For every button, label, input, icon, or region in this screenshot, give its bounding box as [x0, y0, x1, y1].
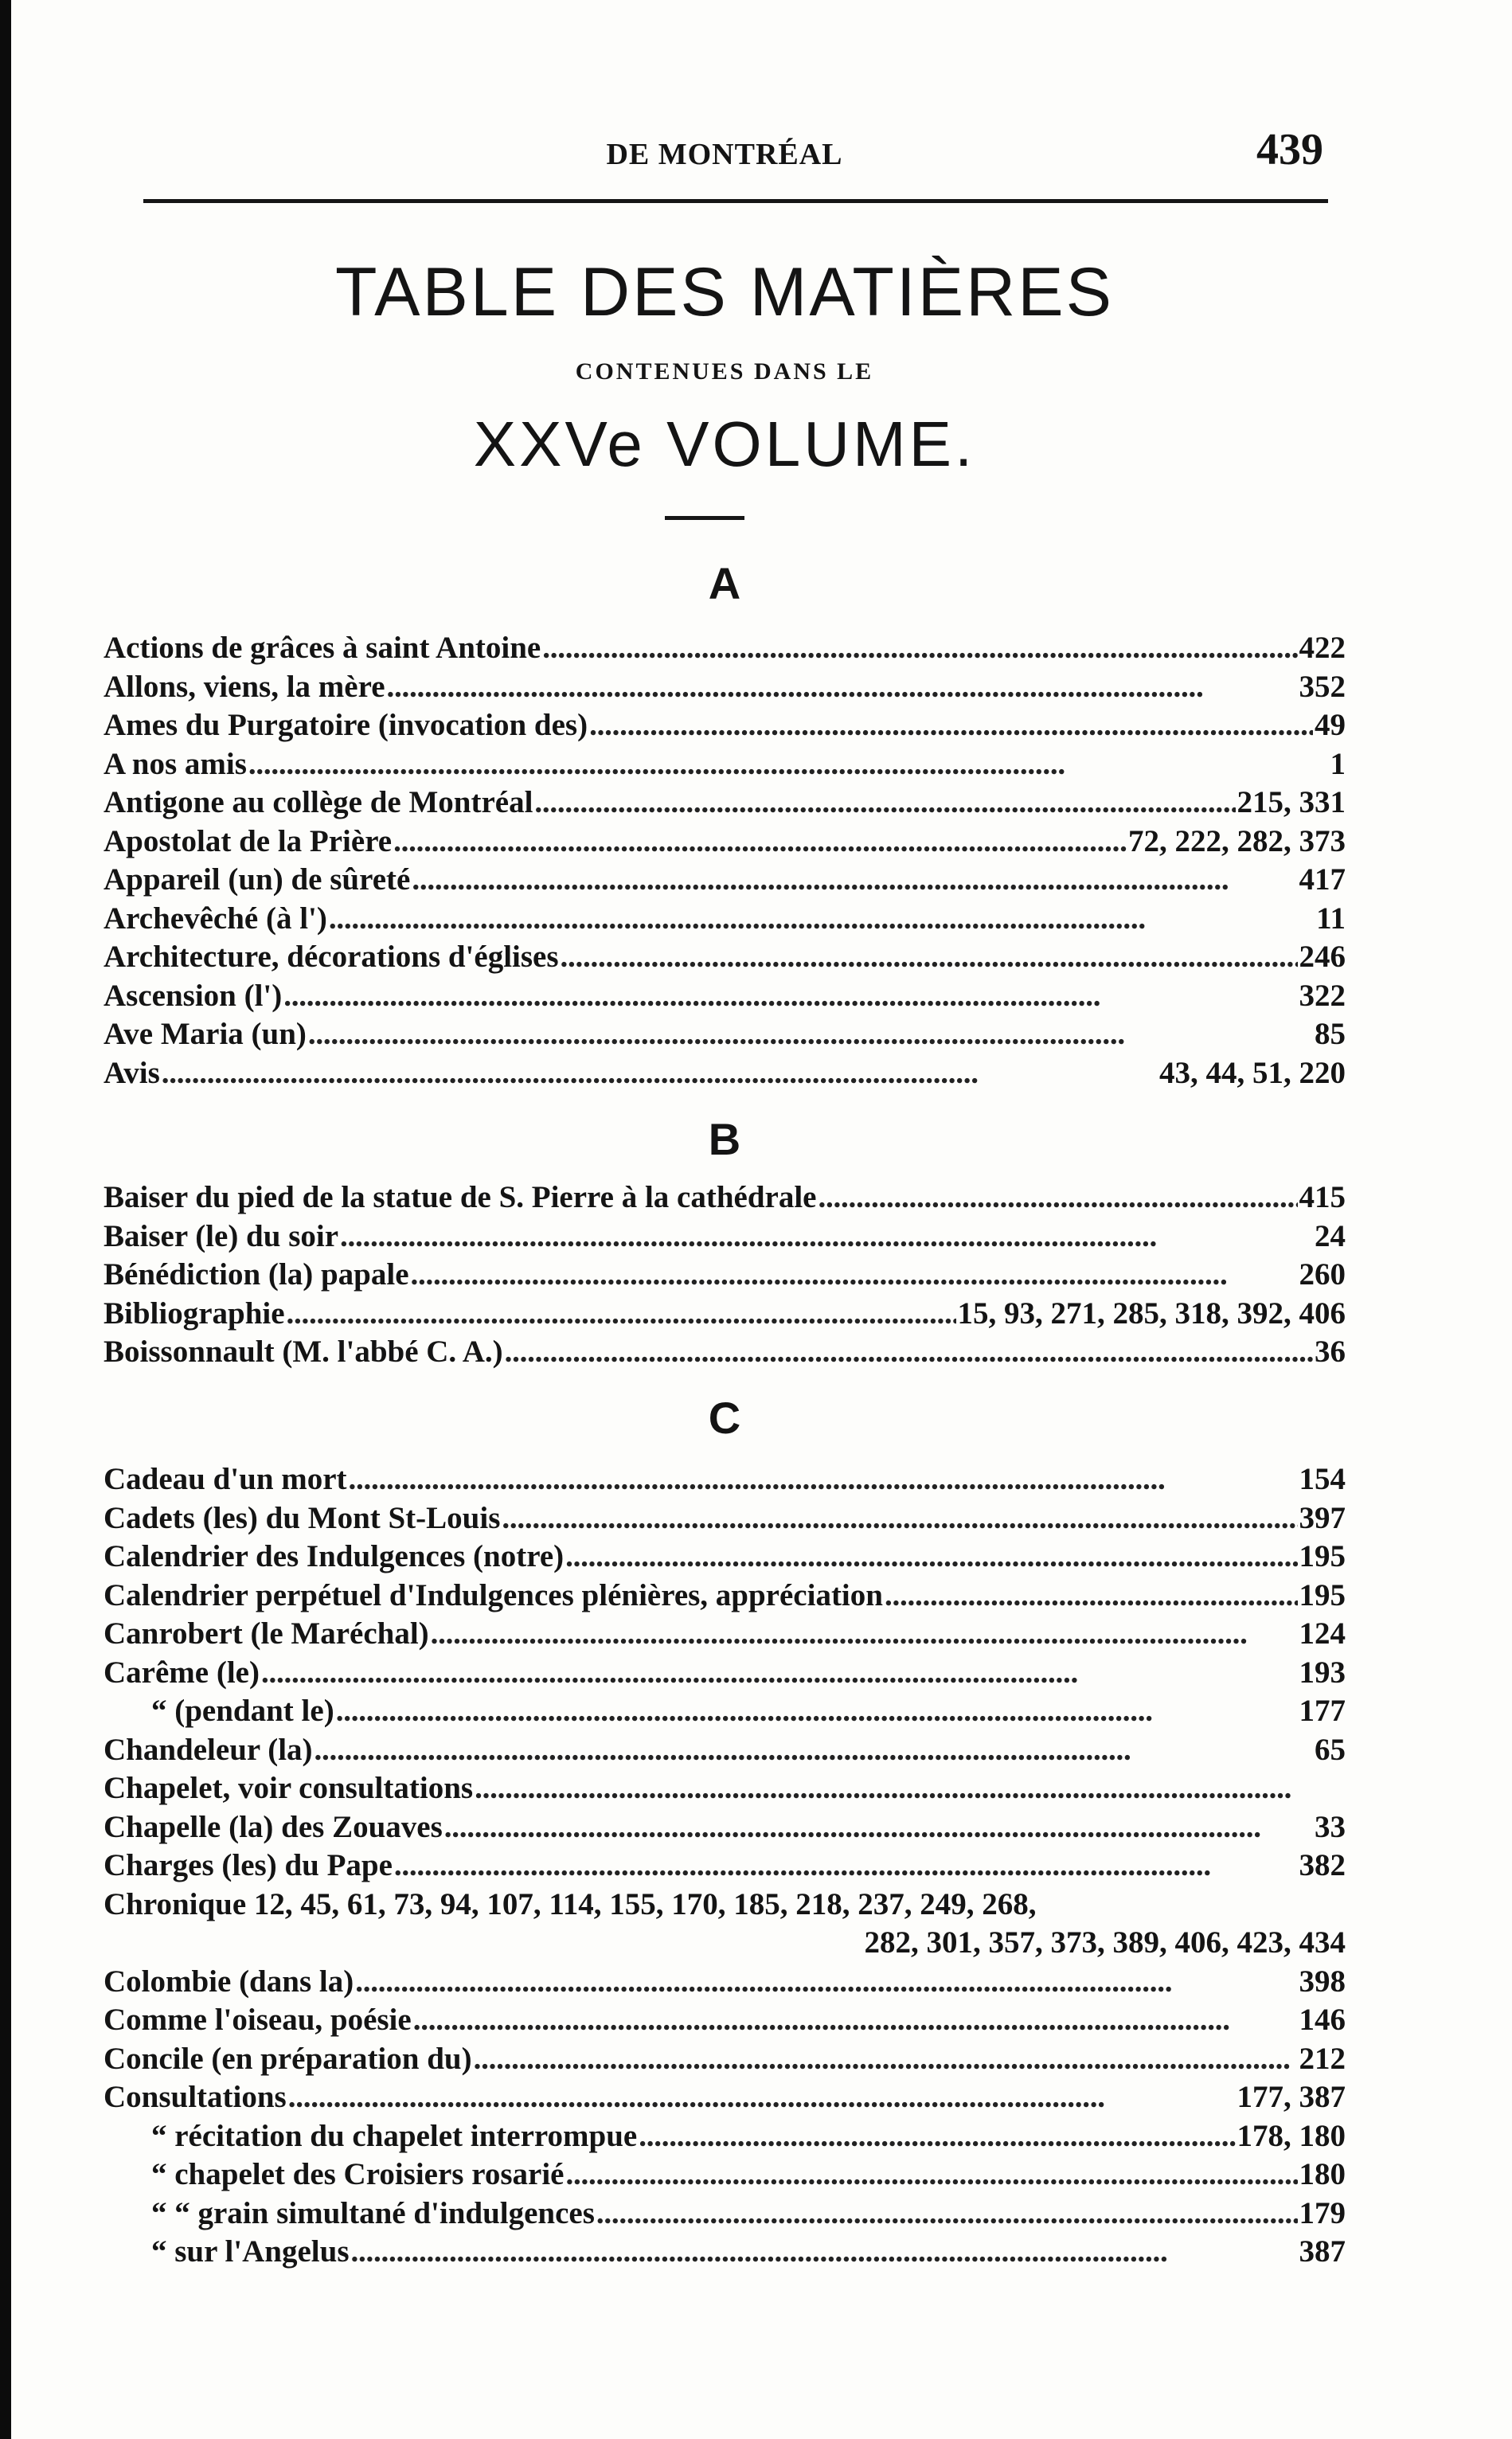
section-c-entries [104, 1460, 1346, 2272]
section-letter-b: B [708, 1114, 741, 1164]
entry-title: A nos amis [104, 746, 247, 781]
entry-title: Chapelet, voir consultations [104, 1771, 474, 1805]
entry-pages: 43, 44, 51, 220 [1159, 1055, 1346, 1090]
leader-dots [283, 977, 1297, 1015]
book-spine-edge [0, 0, 11, 2439]
entry-pages: 85 [1315, 1017, 1346, 1051]
entry-title: Bibliographie [104, 1296, 285, 1331]
leader-dots [413, 2001, 1298, 2039]
entry-title: Chapelle (la) des Zouaves [104, 1809, 443, 1844]
index-entry [104, 1886, 1346, 1925]
entry-pages: 398 [1299, 1964, 1346, 1999]
entry-pages: 1 [1330, 746, 1346, 781]
entry-title: Appareil (un) de sûreté [104, 862, 411, 897]
index-entry [104, 861, 1346, 900]
entry-pages: 417 [1299, 862, 1346, 897]
index-entry [104, 1460, 1346, 1499]
index-entry [104, 2040, 1346, 2079]
leader-dots [639, 2117, 1235, 2156]
volume-title: XXVe VOLUME. [473, 408, 976, 479]
index-entry [104, 1769, 1346, 1808]
entry-title: Carême (le) [104, 1655, 260, 1690]
entry-pages: 33 [1315, 1809, 1346, 1844]
leader-dots [885, 1577, 1298, 1615]
leader-dots [565, 1538, 1297, 1576]
index-entry [104, 1015, 1346, 1054]
header-rule [143, 199, 1328, 203]
entry-title: Bénédiction (la) papale [104, 1257, 409, 1292]
entry-title: Calendrier perpétuel d'Indulgences plénières, appréciation [104, 1577, 883, 1612]
entry-title: Actions de grâces à saint Antoine [104, 631, 541, 665]
leader-dots [819, 1178, 1298, 1217]
entry-pages: 260 [1299, 1257, 1346, 1292]
leader-dots [444, 1808, 1313, 1847]
leader-dots [589, 706, 1313, 745]
entry-title: Calendrier des Indulgences (notre) [104, 1539, 565, 1573]
leader-dots [475, 1769, 1322, 1808]
index-entry [104, 1054, 1346, 1093]
entry-title: Ascension (l') [104, 978, 283, 1013]
entry-pages: 195 [1299, 1577, 1346, 1612]
entry-title: “ (pendant le) [151, 1694, 334, 1728]
leader-dots [308, 1015, 1313, 1053]
leader-dots [349, 1460, 1298, 1499]
leader-dots [315, 1731, 1313, 1769]
index-entry [104, 1615, 1346, 1654]
leader-dots [561, 938, 1298, 976]
index-entry [104, 629, 1346, 668]
entry-title: Canrobert (le Maréchal) [104, 1616, 429, 1651]
index-entry [104, 1847, 1346, 1886]
index-entry [104, 1963, 1346, 2002]
index-entry [104, 2001, 1346, 2040]
leader-dots [288, 2078, 1236, 2117]
entry-pages: 11 [1316, 901, 1346, 936]
index-entry [104, 2233, 1346, 2272]
title-rule [665, 516, 744, 520]
entry-pages: 322 [1299, 978, 1346, 1013]
index-entry [104, 1333, 1346, 1372]
leader-dots [596, 2195, 1298, 2233]
leader-dots [394, 1847, 1298, 1885]
section-letter-a: A [708, 558, 741, 608]
entry-title: “ chapelet des Croisiers rosarié [151, 2157, 565, 2191]
leader-dots [261, 1654, 1298, 1692]
entry-pages: 49 [1315, 708, 1346, 742]
leader-dots [351, 2233, 1298, 2271]
leader-dots [162, 1054, 1158, 1092]
index-entry [104, 1654, 1346, 1693]
entry-pages: 422 [1299, 631, 1346, 665]
entry-title: Charges (les) du Pape [104, 1848, 393, 1882]
index-entry [104, 1178, 1346, 1218]
entry-title: “ sur l'Angelus [151, 2234, 350, 2269]
section-b-entries [104, 1178, 1346, 1372]
entry-title: Baiser (le) du soir [104, 1218, 339, 1253]
entry-title: Colombie (dans la) [104, 1964, 354, 1999]
index-entry [104, 1538, 1346, 1577]
page-title: TABLE DES MATIÈRES [335, 254, 1114, 330]
entry-title: Concile (en préparation du) [104, 2041, 472, 2076]
entry-title: Chronique 12, 45, 61, 73, 94, 107, 114, 155, 170, 185, 218, 237, 249, 268, [104, 1886, 1037, 1921]
page-number: 439 [1256, 125, 1323, 174]
index-entry [104, 1295, 1346, 1334]
entry-title: Chandeleur (la) [104, 1732, 313, 1767]
entry-title: Cadeau d'un mort [104, 1462, 347, 1496]
page [104, 0, 1346, 2439]
leader-dots [340, 1218, 1313, 1256]
index-entry [104, 668, 1346, 707]
index-entry [104, 2117, 1346, 2156]
index-entry [104, 1218, 1346, 1257]
index-entry [104, 1692, 1346, 1731]
entry-title: Avis [104, 1055, 160, 1090]
leader-dots [248, 745, 1329, 784]
entry-title: Allons, viens, la mère [104, 669, 385, 704]
entry-pages: 282, 301, 357, 373, 389, 406, 423, 434 [864, 1925, 1346, 1960]
entry-pages: 397 [1299, 1500, 1346, 1535]
index-entry [104, 1808, 1346, 1847]
leader-dots [393, 823, 1127, 861]
entry-pages: 382 [1299, 1848, 1346, 1882]
index-entry [104, 1499, 1346, 1538]
index-entry [104, 1577, 1346, 1616]
leader-dots [355, 1963, 1297, 2001]
page-subtitle: CONTENUES DANS LE [575, 358, 874, 385]
entry-title: “ “ grain simultané d'indulgences [151, 2195, 595, 2230]
entry-pages: 24 [1315, 1218, 1346, 1253]
entry-pages: 146 [1299, 2003, 1346, 2037]
entry-title: Ames du Purgatoire (invocation des) [104, 708, 588, 742]
entry-title: Cadets (les) du Mont St-Louis [104, 1500, 501, 1535]
leader-dots [505, 1333, 1313, 1371]
entry-title: Consultations [104, 2080, 287, 2114]
entry-title: Antigone au collège de Montréal [104, 785, 533, 819]
index-entry [104, 745, 1346, 784]
index-entry [104, 938, 1346, 977]
entry-pages: 15, 93, 271, 285, 318, 392, 406 [957, 1296, 1346, 1331]
leader-dots [387, 668, 1298, 706]
entry-title: Boissonnault (M. l'abbé C. A.) [104, 1335, 503, 1369]
entry-pages: 154 [1299, 1462, 1346, 1496]
entry-pages: 124 [1299, 1616, 1346, 1651]
entry-pages: 415 [1299, 1180, 1346, 1214]
leader-dots [502, 1499, 1297, 1538]
entry-pages: 352 [1299, 669, 1346, 704]
section-letter-c: C [708, 1393, 741, 1443]
running-title: DE MONTRÉAL [606, 138, 843, 171]
index-entry [104, 784, 1346, 823]
leader-dots [474, 2040, 1298, 2078]
entry-pages: 180 [1299, 2157, 1346, 2191]
index-entry [104, 706, 1346, 745]
entry-pages: 215, 331 [1237, 785, 1346, 819]
entry-pages: 193 [1299, 1655, 1346, 1690]
index-entry [104, 2195, 1346, 2234]
entry-title: Architecture, décorations d'églises [104, 940, 559, 974]
leader-dots [412, 861, 1297, 899]
entry-pages: 177 [1299, 1694, 1346, 1728]
index-entry [104, 977, 1346, 1016]
index-entry [104, 1731, 1346, 1770]
entry-pages: 36 [1315, 1335, 1346, 1369]
entry-title: Ave Maria (un) [104, 1017, 307, 1051]
entry-title: Apostolat de la Prière [104, 823, 393, 858]
entry-title: “ récitation du chapelet interrompue [151, 2118, 638, 2153]
leader-dots [542, 629, 1297, 667]
running-head [104, 119, 1346, 175]
leader-dots [565, 2156, 1297, 2194]
leader-dots [336, 1692, 1298, 1730]
entry-title: Baiser du pied de la statue de S. Pierre à la cathédrale [104, 1180, 817, 1214]
index-entry [104, 2156, 1346, 2195]
index-entry [104, 1256, 1346, 1295]
leader-dots [534, 784, 1235, 822]
entry-pages: 179 [1299, 2195, 1346, 2230]
entry-pages: 65 [1315, 1732, 1346, 1767]
leader-dots [411, 1256, 1298, 1294]
leader-dots [329, 900, 1315, 938]
entry-title: Archevêché (à l') [104, 901, 327, 936]
entry-pages: 177, 387 [1237, 2080, 1346, 2114]
index-entry [104, 823, 1346, 862]
entry-pages: 246 [1299, 940, 1346, 974]
entry-pages: 387 [1299, 2234, 1346, 2269]
index-entry-continuation [104, 1924, 1346, 1963]
entry-pages: 212 [1299, 2041, 1346, 2076]
section-a-entries [104, 629, 1346, 1092]
leader-dots [431, 1615, 1298, 1653]
leader-dots [287, 1295, 956, 1333]
index-entry [104, 900, 1346, 939]
entry-title: Comme l'oiseau, poésie [104, 2003, 412, 2037]
entry-pages: 195 [1299, 1539, 1346, 1573]
entry-pages: 178, 180 [1237, 2118, 1346, 2153]
index-entry [104, 2078, 1346, 2117]
entry-pages: 72, 222, 282, 373 [1128, 823, 1346, 858]
